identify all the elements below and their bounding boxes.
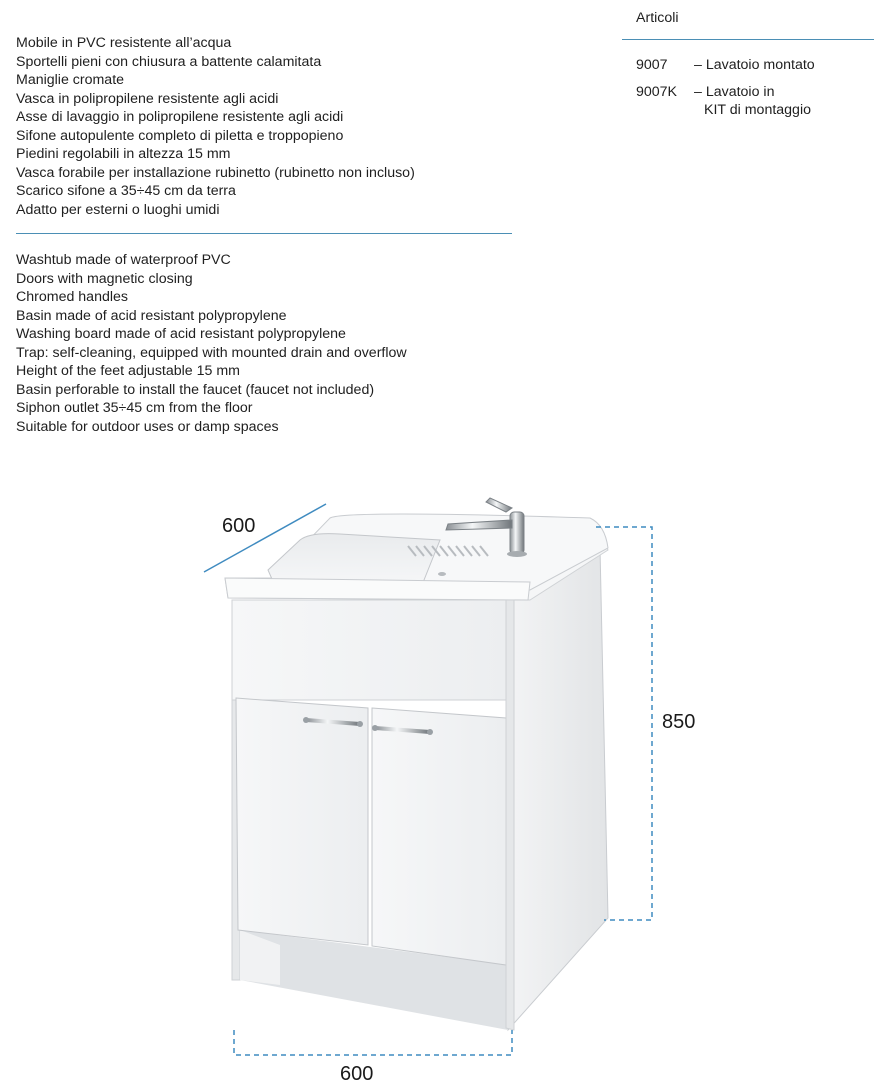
feature-item: Doors with magnetic closing — [16, 270, 193, 287]
feature-item: Maniglie cromate — [16, 72, 125, 88]
feature-item: Mobile in PVC resistente all’acqua — [16, 35, 232, 51]
feature-item: Chromed handles — [16, 289, 128, 305]
article-description-line2: KIT di montaggio — [704, 102, 811, 118]
dimension-depth-label: 600 — [222, 515, 256, 537]
feature-item: Basin made of acid resistant polypropylene — [16, 307, 287, 324]
article-item — [636, 56, 815, 74]
articles-divider — [622, 39, 874, 40]
section-divider — [16, 233, 512, 234]
article-code: 9007 — [636, 57, 668, 73]
feature-item: Vasca in polipropilene resistente agli acidi — [16, 90, 279, 107]
product-image-washtub-cabinet — [0, 460, 874, 1087]
features-list-english — [16, 251, 407, 436]
article-description: – Lavatoio in — [694, 84, 775, 100]
feature-item: Sportelli pieni con chiusura a battente calamitata — [16, 53, 322, 70]
width-line — [234, 1030, 512, 1055]
feature-item: Suitable for outdoor uses or damp spaces — [16, 418, 279, 435]
feature-item: Vasca forabile per installazione rubinetto (rubinetto non incluso) — [16, 164, 415, 181]
cabinet — [225, 514, 608, 1030]
dimension-width-label: 600 — [340, 1063, 374, 1085]
feature-item: Washing board made of acid resistant polypropylene — [16, 326, 346, 342]
feature-item: Washtub made of waterproof PVC — [16, 252, 231, 268]
article-item — [636, 83, 811, 119]
feature-item: Asse di lavaggio in polipropilene resistente agli acidi — [16, 109, 344, 125]
feature-item: Trap: self-cleaning, equipped with mounted drain and overflow — [16, 344, 407, 361]
article-code: 9007K — [636, 84, 678, 100]
features-list-italian — [16, 34, 415, 219]
feature-item: Sifone autopulente completo di piletta e troppopieno — [16, 127, 344, 144]
feature-item: Basin perforable to install the faucet (faucet not included) — [16, 381, 375, 398]
feature-item: Adatto per esterni o luoghi umidi — [16, 201, 220, 218]
article-description: – Lavatoio montato — [694, 57, 815, 73]
feature-item: Piedini regolabili in altezza 15 mm — [16, 146, 231, 162]
articles-heading: Articoli — [636, 10, 679, 26]
dimension-height-label: 850 — [662, 711, 696, 733]
feature-item: Siphon outlet 35÷45 cm from the floor — [16, 400, 253, 416]
feature-item: Height of the feet adjustable 15 mm — [16, 363, 240, 379]
feature-item: Scarico sifone a 35÷45 cm da terra — [16, 183, 236, 199]
